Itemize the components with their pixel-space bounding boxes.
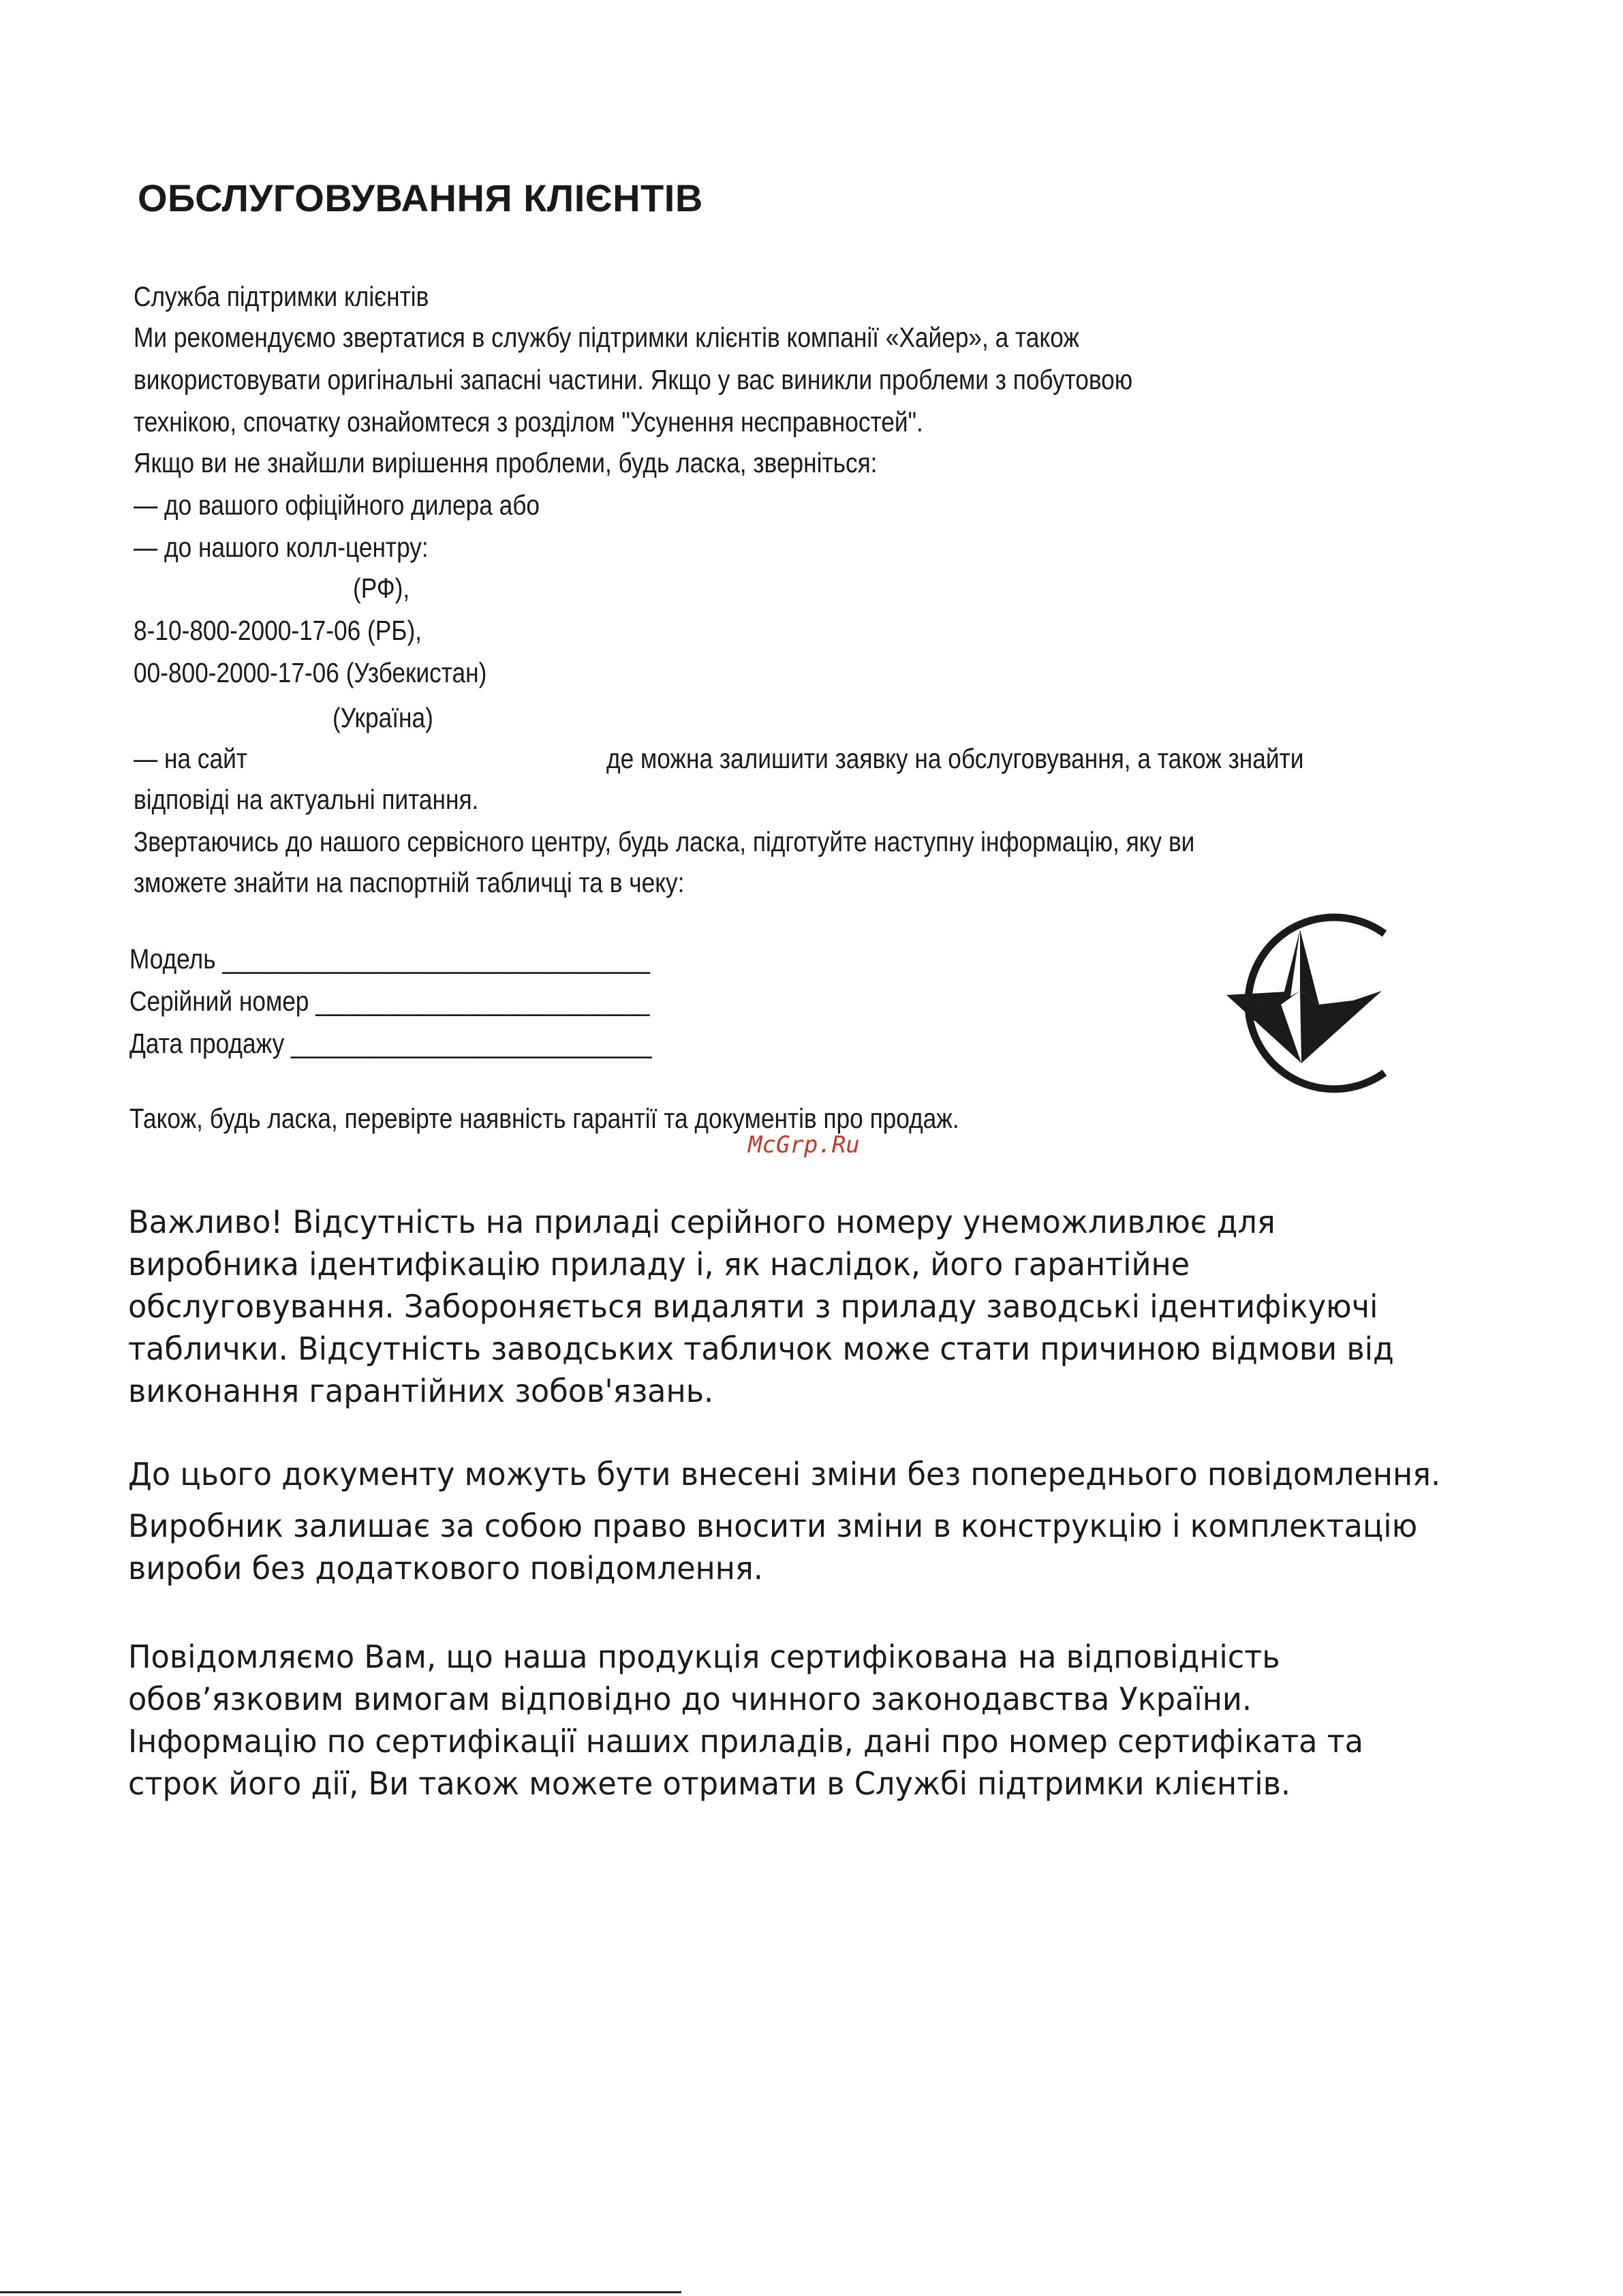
important-line: обслуговування. Забороняється видаляти з приладу заводські ідентифікуючі bbox=[128, 1288, 1378, 1325]
footer-divider bbox=[0, 2291, 681, 2293]
site-suffix: де можна залишити заявку на обслуговування, а також знайти bbox=[606, 743, 1304, 774]
phone-uz: 00-800-2000-17-06 (Узбекистан) bbox=[134, 657, 487, 688]
site-line-2: відповіді на актуальні питання. bbox=[134, 784, 479, 815]
sale-date-field: Дата продажу ___________________________ bbox=[129, 1028, 652, 1059]
service-paragraph-line: технікою, спочатку ознайомтеся з розділом "Усунення несправностей". bbox=[134, 406, 923, 438]
prep-line: зможете знайти на паспортній табличці та в чеку: bbox=[134, 867, 685, 898]
ua-certification-mark-icon bbox=[1199, 901, 1404, 1105]
warranty-note: Також, будь ласка, перевірте наявність гарантії та документів про продаж. bbox=[129, 1103, 959, 1134]
important-line: виробника ідентифікацію приладу і, як наслідок, його гарантійне bbox=[128, 1246, 1190, 1283]
phone-ru: (РФ), bbox=[353, 572, 410, 604]
cert-line: Повідомляємо Вам, що наша продукція сертифікована на відповідність bbox=[128, 1638, 1280, 1675]
service-paragraph-line: використовувати оригінальні запасні частини. Якщо у вас виникли проблеми з побутовою bbox=[134, 364, 1133, 395]
important-line: виконання гарантійних зобов'язань. bbox=[128, 1373, 714, 1409]
watermark: McGrp.Ru bbox=[748, 1131, 860, 1159]
changes-line: Виробник залишає за собою право вносити зміни в конструкцію і комплектацію bbox=[128, 1507, 1418, 1544]
important-line: таблички. Відсутність заводських табличок може стати причиною відмови від bbox=[128, 1330, 1394, 1367]
changes-line: вироби без додаткового повідомлення. bbox=[128, 1550, 763, 1587]
service-paragraph-line: Ми рекомендуємо звертатися в службу підтримки клієнтів компанії «Хайер», а також bbox=[134, 322, 1080, 353]
cert-line: строк його дії, Ви також можете отримати в Службі підтримки клієнтів. bbox=[128, 1765, 1291, 1802]
service-heading: Служба підтримки клієнтів bbox=[134, 281, 429, 312]
cert-line: Інформацію по сертифікації наших приладів, дані про номер сертифіката та bbox=[128, 1723, 1363, 1760]
cert-line: обов’язковим вимогам відповідно до чинного законодавства України. bbox=[128, 1681, 1252, 1717]
phone-by: 8-10-800-2000-17-06 (РБ), bbox=[134, 615, 422, 646]
callcenter-line: — до нашого колл-центру: bbox=[134, 532, 429, 563]
service-paragraph-line: Якщо ви не знайшли вирішення проблеми, будь ласка, зверніться: bbox=[134, 447, 878, 478]
important-line: Важливо! Відсутність на приладі серійного номеру унеможливлює для bbox=[128, 1204, 1276, 1240]
model-field: Модель ________________________________ bbox=[129, 943, 650, 975]
prep-line: Звертаючись до нашого сервісного центру, будь ласка, підготуйте наступну інформацію, яку ви bbox=[134, 826, 1195, 857]
dealer-line: — до вашого офіційного дилера або bbox=[134, 489, 540, 521]
changes-line: До цього документу можуть бути внесені зміни без попереднього повідомлення. bbox=[128, 1456, 1441, 1493]
phone-ua: (Україна) bbox=[333, 702, 433, 733]
page-title: ОБСЛУГОВУВАННЯ КЛІЄНТІВ bbox=[138, 177, 703, 219]
serial-number-field: Серійний номер _________________________ bbox=[129, 985, 650, 1017]
site-prefix: — на сайт bbox=[134, 743, 248, 774]
